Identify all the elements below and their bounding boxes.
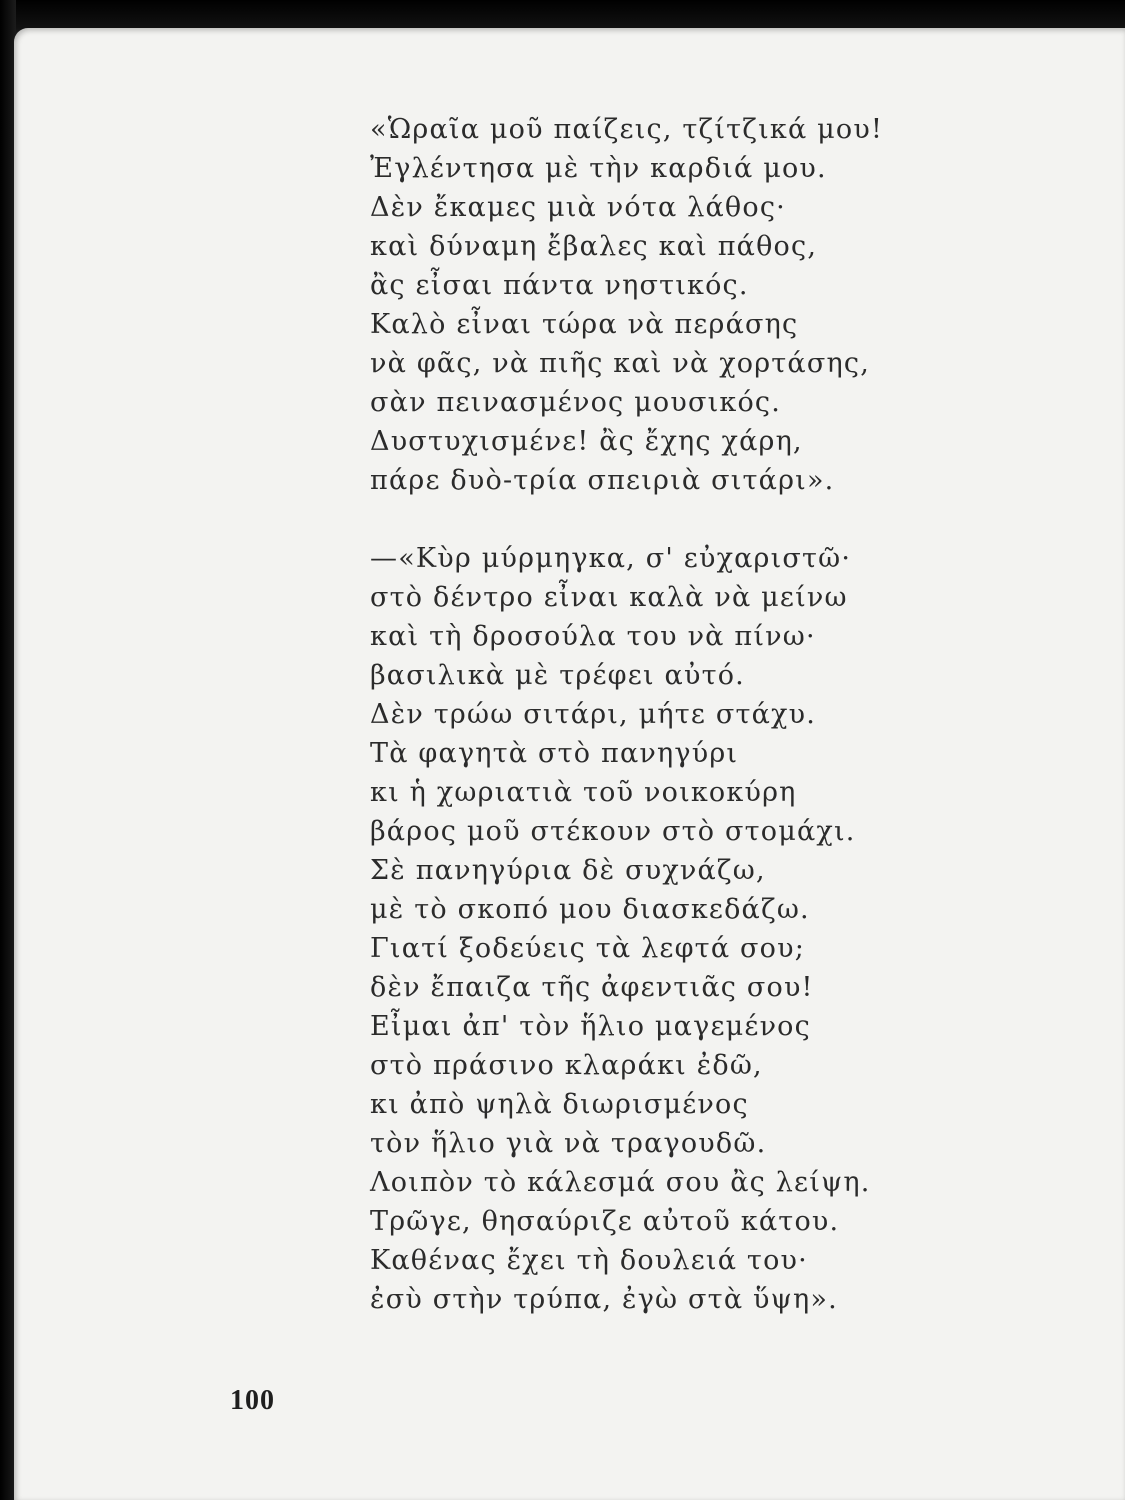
- poem-line: Καθένας ἔχει τὴ δουλειά του·: [370, 1245, 808, 1276]
- poem-line: βασιλικὰ μὲ τρέφει αὐτό.: [370, 660, 745, 691]
- poem-line: —«Κὺρ μύρμηγκα, σ' εὐχαριστῶ·: [370, 543, 852, 574]
- poem-line: Εἶμαι ἀπ' τὸν ἥλιο μαγεμένος: [370, 1011, 811, 1042]
- poem-line: νὰ φᾶς, νὰ πιῆς καὶ νὰ χορτάσης,: [370, 348, 870, 379]
- poem-line: σὰν πεινασμένος μουσικός.: [370, 387, 782, 418]
- poem-line: Δὲν ἔκαμες μιὰ νότα λάθος·: [370, 192, 786, 223]
- poem-line: Σὲ πανηγύρια δὲ συχνάζω,: [370, 855, 766, 886]
- poem-line: καὶ δύναμη ἔβαλες καὶ πάθος,: [370, 231, 818, 262]
- poem-line: Ἐγλέντησα μὲ τὴν καρδιά μου.: [370, 153, 827, 184]
- poem-line: Λοιπὸν τὸ κάλεσμά σου ἂς λείψη.: [370, 1167, 871, 1198]
- poem-line: Καλὸ εἶναι τώρα νὰ περάσης: [370, 309, 799, 340]
- page-number: 100: [230, 1385, 275, 1416]
- poem-line: καὶ τὴ δροσούλα του νὰ πίνω·: [370, 621, 816, 652]
- poem-line: Γιατί ξοδεύεις τὰ λεφτά σου;: [370, 933, 806, 964]
- poem-line: μὲ τὸ σκοπό μου διασκεδάζω.: [370, 894, 810, 925]
- stanza-2: [370, 539, 990, 1319]
- poem-line: ἂς εἶσαι πάντα νηστικός.: [370, 270, 749, 301]
- poem-line: κι ἀπὸ ψηλὰ διωρισμένος: [370, 1089, 749, 1120]
- poem-line: Τρῶγε, θησαύριζε αὐτοῦ κάτου.: [370, 1206, 840, 1237]
- poem-line: «Ὡραῖα μοῦ παίζεις, τζίτζικά μου!: [370, 114, 884, 145]
- poem-text: [370, 110, 990, 1319]
- stanza-break: [370, 500, 990, 539]
- poem-line: στὸ δέντρο εἶναι καλὰ νὰ μείνω: [370, 582, 848, 613]
- poem-line: Δὲν τρώω σιτάρι, μήτε στάχυ.: [370, 699, 817, 730]
- poem-line: τὸν ἥλιο γιὰ νὰ τραγουδῶ.: [370, 1128, 767, 1159]
- poem-line: βάρος μοῦ στέκουν στὸ στομάχι.: [370, 816, 856, 847]
- poem-line: δὲν ἔπαιζα τῆς ἀφεντιᾶς σου!: [370, 972, 814, 1003]
- stanza-1: [370, 110, 990, 500]
- poem-line: στὸ πράσινο κλαράκι ἐδῶ,: [370, 1050, 763, 1081]
- poem-line: κι ἡ χωριατιὰ τοῦ νοικοκύρη: [370, 777, 797, 808]
- poem-line: ἐσὺ στὴν τρύπα, ἐγὼ στὰ ὕψη».: [370, 1284, 838, 1315]
- poem-line: Δυστυχισμένε! ἂς ἔχης χάρη,: [370, 426, 803, 457]
- poem-line: Τὰ φαγητὰ στὸ πανηγύρι: [370, 738, 739, 769]
- poem-line: πάρε δυὸ-τρία σπειριὰ σιτάρι».: [370, 465, 835, 496]
